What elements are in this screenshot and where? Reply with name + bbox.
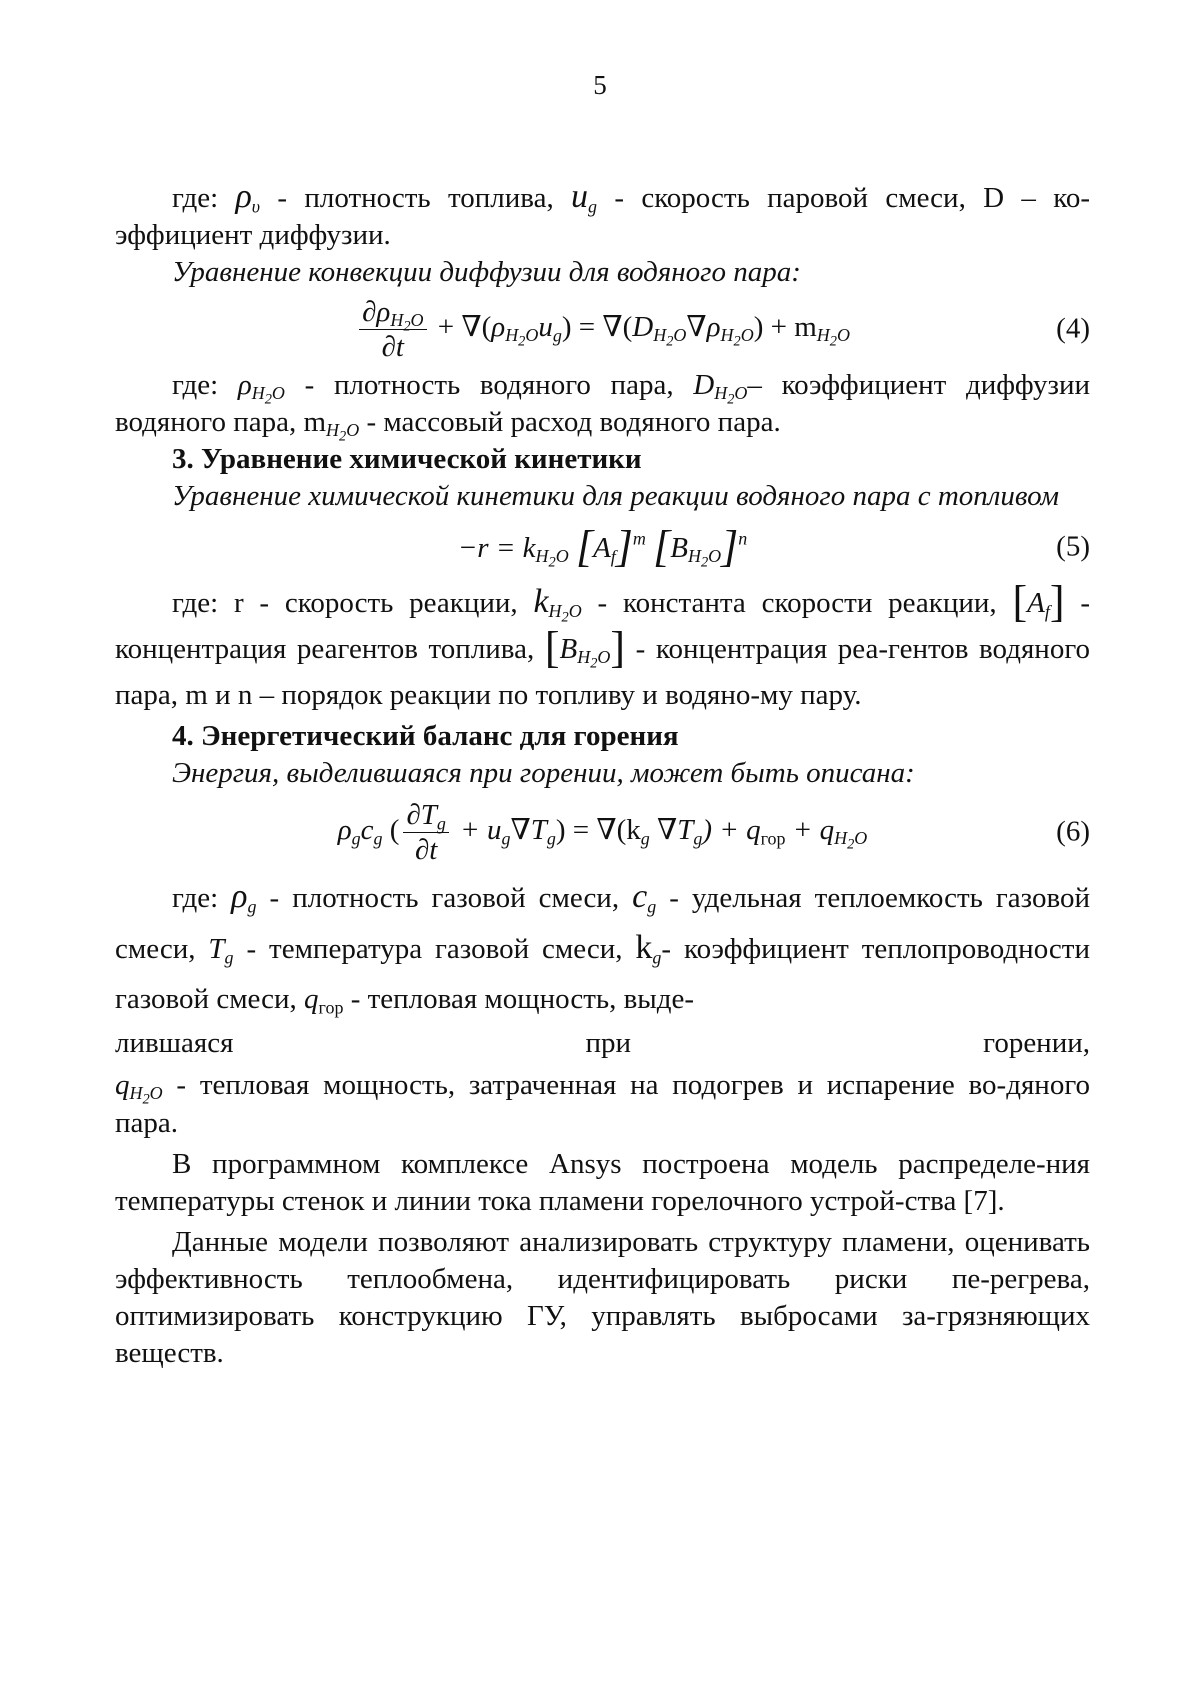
paragraph-gas-density: где: $\rho_g$ - плотность газовой смеси, $c_g$ - удельная теплоемкость газовой смеси, $T_g$ - температура газовой смеси, $k_g-$ коэффициент теплопроводности газовой смеси, $q_{гор}$ - тепловая мощность, выде- [115, 878, 1090, 1018]
spread-line: лившаяся при горении, [115, 1027, 1090, 1059]
equation-6: $\rho_gc_g$ ( $\frac{\partial T_g}{\partial t}$ + $u_g\nabla T_g) = \nabla(k_g$ $\nabla T_g) + q_{гор} + q_{H_2O}$ (6) [337, 798, 1090, 866]
subheading-convection: Уравнение конвекции диффузии для водяного пара: [172, 256, 801, 288]
equation-4: $\frac{\partial\rho_{H_2O}}{\partial t}$ + $\nabla(\rho_{H_2O}u_g) = \nabla(D_{H_2O}\nabla\rho_{H_2O}) + m_{H_2O}$ (4) [115, 291, 1090, 367]
page-number: 5 [593, 70, 607, 100]
eq6-fraction: $\frac{\partial T_g}{\partial t}$ [403, 799, 448, 866]
equation-6-number: (6) [1056, 815, 1090, 848]
paragraph-reaction-rate: где: r - скорость реакции, $k_{H_2O}$ - константа скорости реакции, $[A_f]$ - концентрация реагентов топлива, $[B_{H_2O}]$ - концентрация реа-гентов водяного пара, m и n – порядок реакции по топливу и водяно-му пару. [115, 577, 1090, 711]
equation-5-number: (5) [1056, 530, 1090, 563]
paragraph-ansys: В программном комплексе Ansys построена модель распределе-ния температуры стенок и линии тока пламени горелочного устрой-ства [7]. [115, 1148, 1090, 1217]
page-content [115, 178, 1090, 1372]
paragraph-models: Данные модели позволяют анализировать структуру пламени, оценивать эффективность теплообмена, идентифицировать риски пе-регрева, оптимизировать конструкцию ГУ, управлять выбросами за-грязняющих веществ. [115, 1226, 1090, 1369]
paragraph-fuel-density: где: $\rho_\upsilon$ - плотность топлива, $u_g$ - скорость паровой смеси, D – ко-эффициент диффузии. [115, 178, 1091, 251]
equation-5: $-r = k_{H_2O}$ $[A_f]^m$ $[B_{H_2O}]^n$ (5) [457, 522, 1090, 571]
section-heading-4: 4. Энергетический баланс для горения [172, 720, 679, 752]
section-heading-3: 3. Уравнение химической кинетики [172, 443, 642, 475]
eq4-fraction: $\frac{\partial\rho_{H_2O}}{\partial t}$ [359, 296, 426, 363]
paragraph-vapor-density: где: $\rho_{H_2O}$ - плотность водяного пара, $D_{H_2O}-$ коэффициент диффузии водяного пара, $m_{H_2O}$ - массовый расход водяного пара. [115, 369, 1090, 445]
equation-4-number: (4) [1056, 312, 1090, 345]
subheading-kinetics: Уравнение химической кинетики для реакции водяного пара с топливом [172, 480, 1060, 512]
subheading-energy: Энергия, выделившаяся при горении, может быть описана: [172, 757, 915, 789]
paragraph-heat-power: $q_{H_2O}$ - тепловая мощность, затраченная на подогрев и испарение во-дяного пара. [115, 1069, 1090, 1139]
